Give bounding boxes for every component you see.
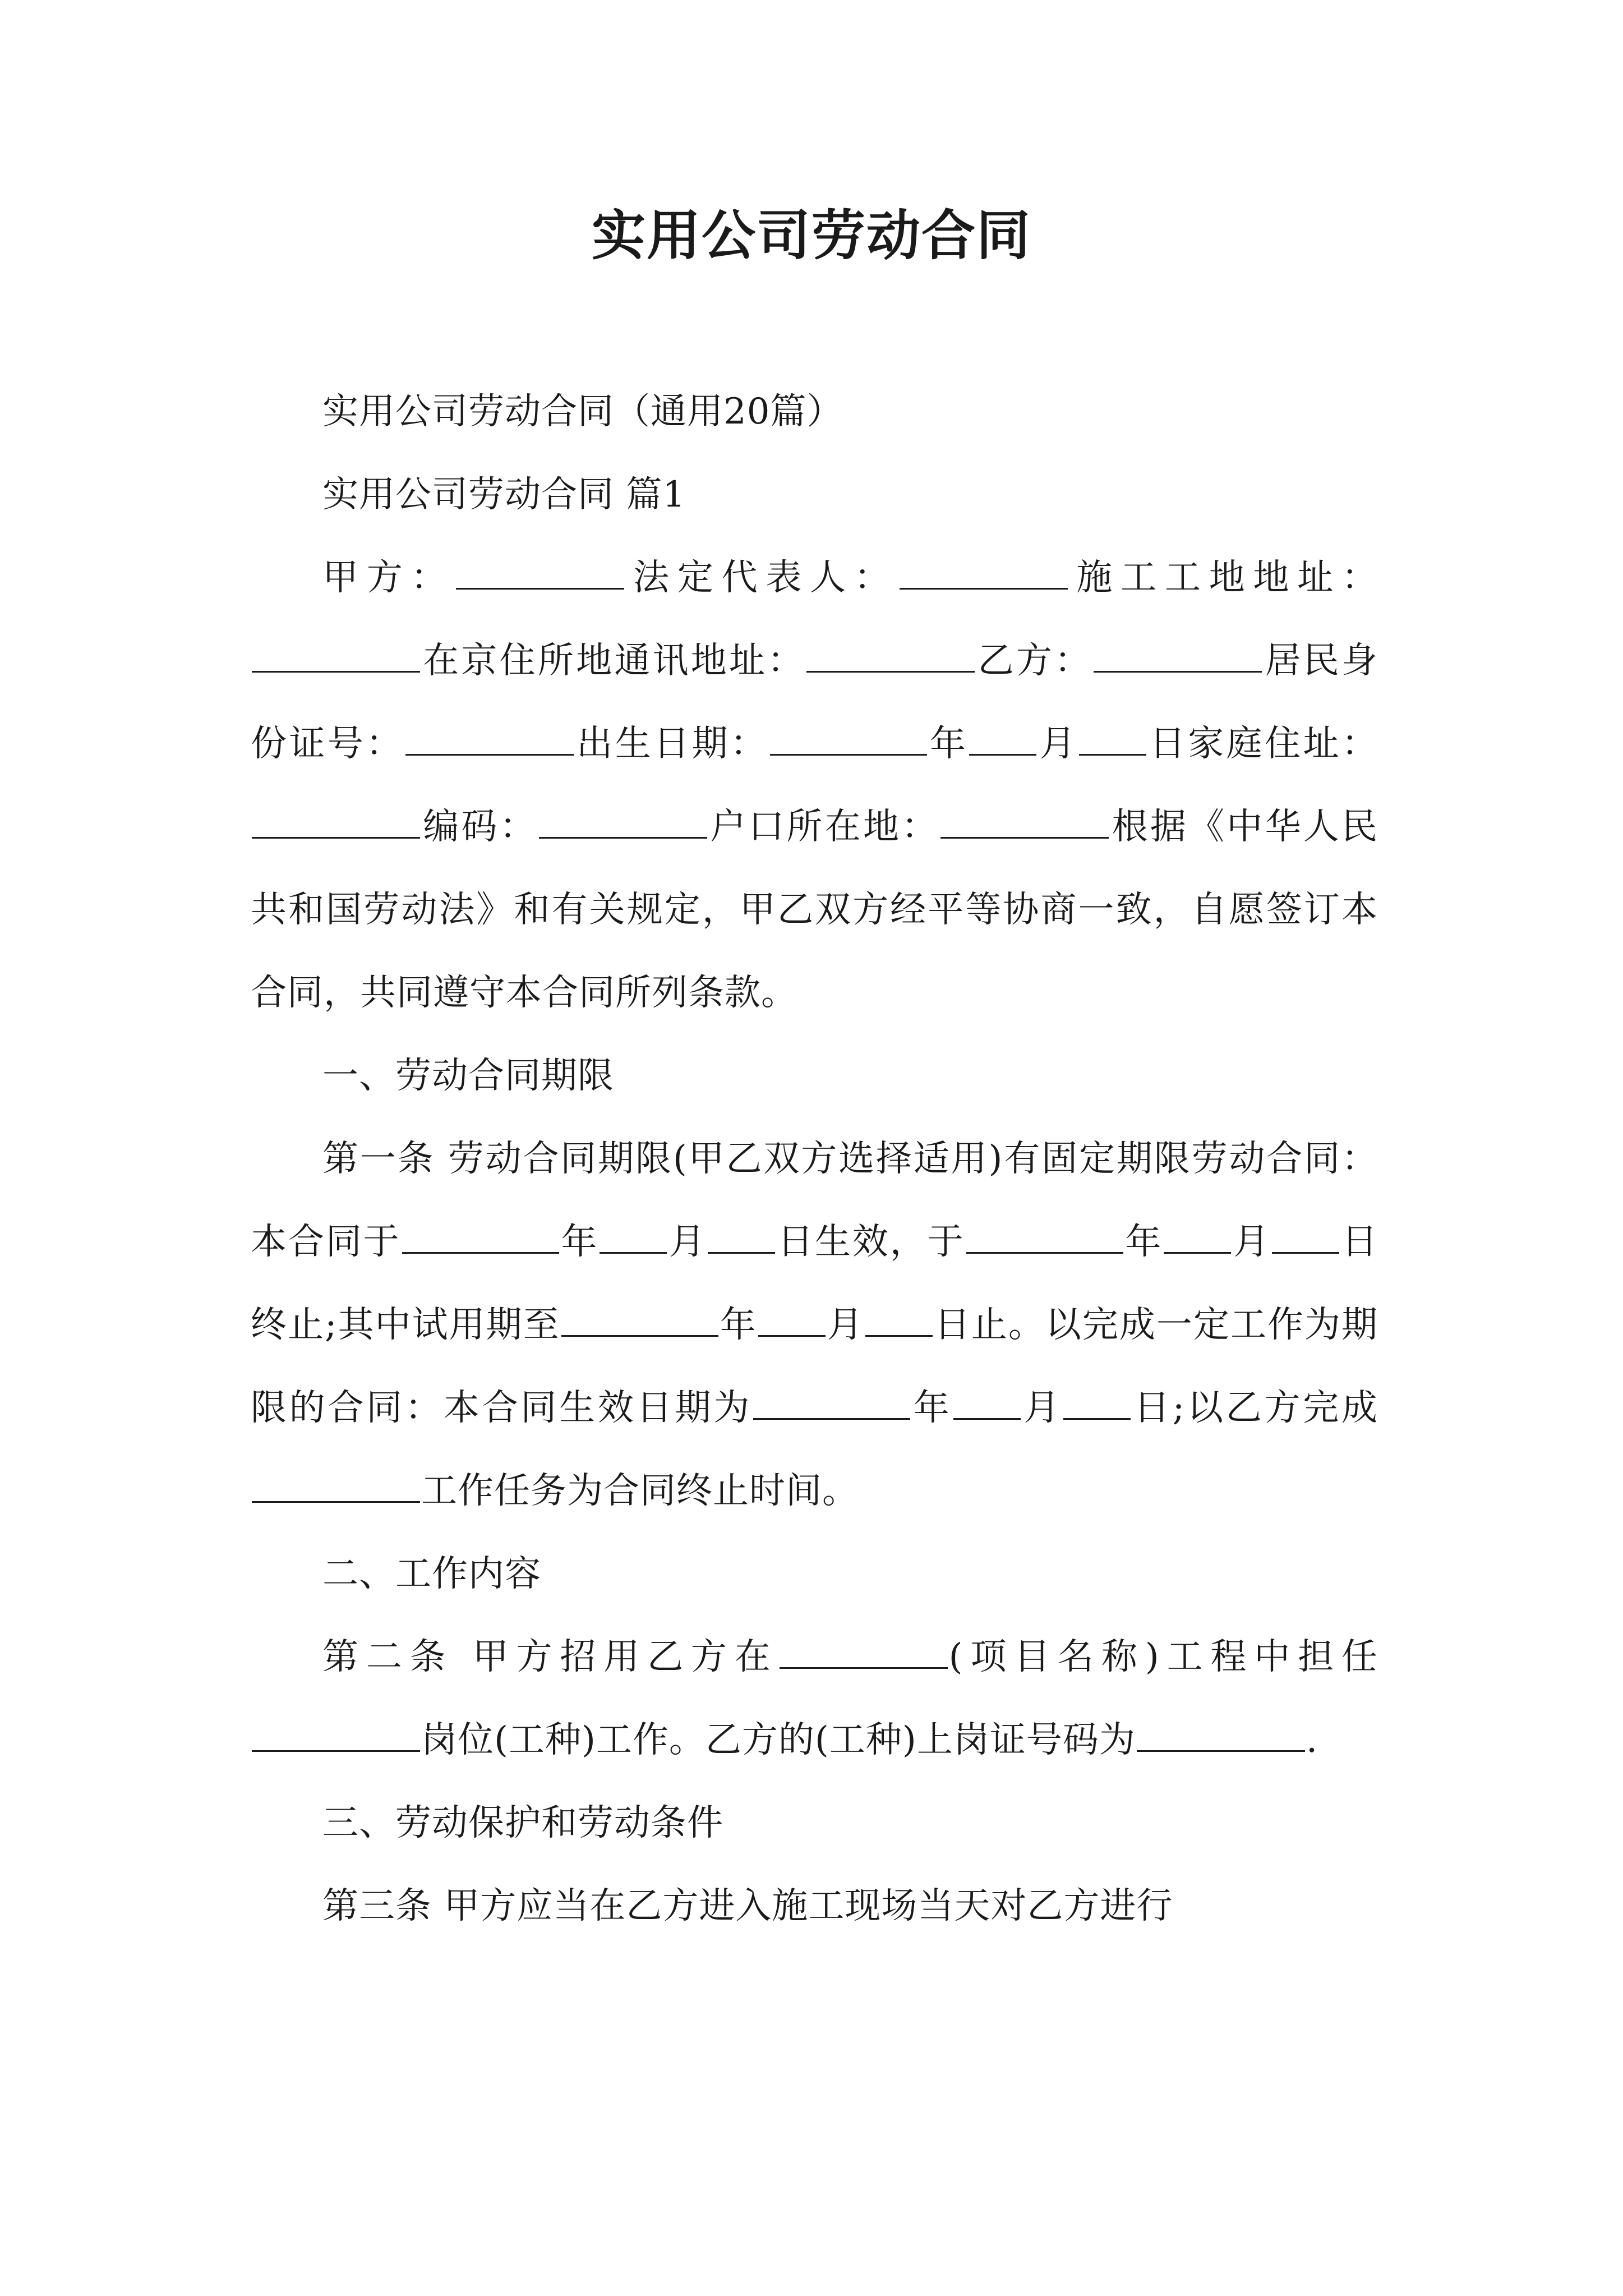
birth-day-blank [1079,723,1146,756]
art2-certificate-blank [1137,1719,1305,1752]
art1-effective-day-blank [1063,1387,1131,1420]
art1-effective-year-blank [753,1387,910,1420]
home-address-blank [252,806,420,839]
art2-position-blank [252,1719,420,1752]
year-label: 年 [560,1221,599,1263]
month-label: 月 [1038,723,1078,765]
article3: 第三条 甲方应当在乙方进入施工现场当天对乙方进行 [322,1885,1173,1927]
year-label: 年 [928,723,969,765]
postcode-label: 编码： [421,806,538,848]
party-b-blank [1094,639,1262,673]
art1-probation-month-blank [758,1304,826,1337]
intro-text: 根据《中华人民共和国劳动法》和有关规定，甲乙双方经平等协商一致，自愿签订本合同，共同遵守本合同所列条款。 [251,806,1378,1014]
art1-probation-day-blank [865,1304,933,1337]
id-blank [405,723,574,756]
subtitle: 实用公司劳动合同（通用20篇） [322,391,843,432]
month-label: 月 [668,1221,707,1263]
birth-label: 出生日期： [574,723,769,765]
art1-text-b: 日生效，于 [776,1221,965,1263]
year-label: 年 [719,1304,757,1346]
art1-task-blank [252,1470,420,1503]
home-address-label: 日家庭住址： [1147,723,1378,765]
art1-effective-month-blank [953,1387,1021,1420]
month-label: 月 [826,1304,864,1346]
parties-paragraph [251,536,1378,1034]
art1-end-year-blank [966,1221,1123,1254]
section2-heading: 二、工作内容 [322,1553,541,1595]
art1-text-a: 第一条 劳动合同期限(甲乙双方选择适用)有固定期限劳动合同：本合同于 [251,1138,1378,1263]
birth-year-blank [770,723,927,756]
legal-rep-blank [900,556,1068,590]
section1-heading: 一、劳动合同期限 [322,1055,614,1097]
site-address-label: 施工工地地址： [1068,557,1378,599]
site-address-blank [252,639,420,673]
party-a-blank [456,556,624,590]
art1-text-d: 日止。以完成一定工作为期限的合同：本合同生效日期为 [251,1304,1378,1429]
party-b-label: 乙方： [976,640,1093,682]
art1-text-f: 工作任务为合同终止时间。 [421,1470,859,1512]
art1-probation-year-blank [561,1304,718,1337]
hukou-blank [940,806,1109,839]
month-label: 月 [1232,1221,1271,1263]
art2-text-a: 第二条 甲方招用乙方在 [322,1636,778,1678]
art1-start-month-blank [600,1221,667,1254]
art2-text-c: 岗位(工种)工作。乙方的(工种)上岗证号码为 [421,1719,1136,1761]
hukou-label: 户口所在地： [708,806,940,848]
art2-text-b: (项目名称)工程中担任 [948,1636,1378,1678]
beijing-address-blank [806,639,975,673]
art1-end-day-blank [1272,1221,1339,1254]
art2-text-d: . [1306,1719,1318,1761]
chapter-title: 实用公司劳动合同 篇1 [322,474,686,516]
article2 [251,1616,1378,1782]
year-label: 年 [1124,1221,1163,1263]
document-title: 实用公司劳动合同 [592,204,1031,267]
article1 [251,1117,1378,1533]
art1-text-e: 日;以乙方完成 [1132,1387,1378,1429]
art2-project-blank [780,1636,948,1669]
party-a-label: 甲方： [322,557,455,599]
section3-heading: 三、劳动保护和劳动条件 [322,1802,723,1844]
art1-end-month-blank [1164,1221,1231,1254]
art1-start-day-blank [708,1221,775,1254]
month-label: 月 [1021,1387,1063,1429]
legal-rep-label: 法定代表人： [625,557,898,599]
art1-start-year-blank [402,1221,559,1254]
id-label: 居民身份证号： [251,640,1378,765]
postcode-blank [539,806,707,839]
document-body [251,370,1378,1948]
birth-month-blank [969,723,1036,756]
beijing-address-label: 在京住所地通讯地址： [421,640,806,682]
year-label: 年 [911,1387,952,1429]
art1-text-c: 日终止;其中试用期至 [251,1221,1378,1346]
